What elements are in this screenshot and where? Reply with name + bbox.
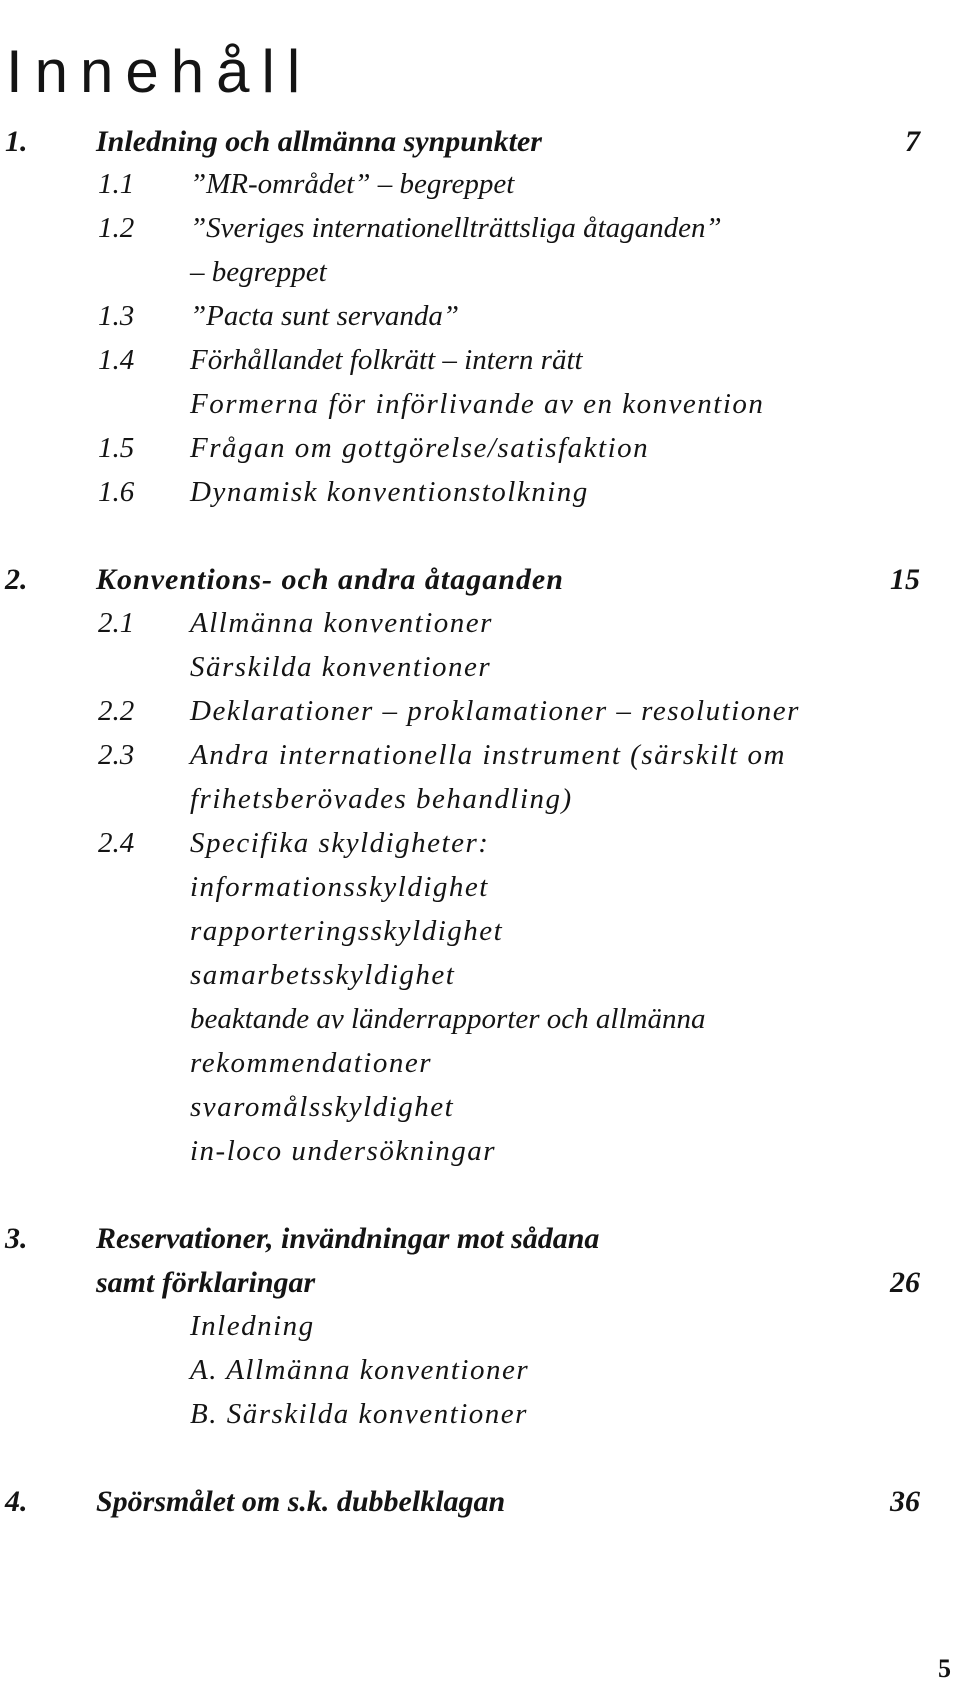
section-page-number: 36 <box>890 1485 920 1518</box>
item-text: Inledning <box>190 1310 315 1342</box>
item-number: 2.1 <box>98 607 135 639</box>
item-text: ”MR-området” – begreppet <box>190 168 515 200</box>
item-text: in-loco undersökningar <box>190 1135 497 1167</box>
item-text: Förhållandet folkrätt – intern rätt <box>190 344 583 376</box>
item-text: Deklarationer – proklamationer – resolutioner <box>190 695 800 727</box>
section-number: 4. <box>5 1485 28 1518</box>
item-text: Specifika skyldigheter: <box>190 827 490 859</box>
item-text: Andra internationella instrument (särskilt om <box>190 739 786 771</box>
item-number: 2.3 <box>98 739 135 771</box>
item-number: 1.2 <box>98 212 135 244</box>
section-title: Konventions- och andra åtaganden <box>96 563 564 596</box>
item-text: Formerna för införlivande av en konvention <box>190 388 765 420</box>
item-text: – begreppet <box>190 256 327 288</box>
item-number: 1.3 <box>98 300 135 332</box>
item-text: rekommendationer <box>190 1047 432 1079</box>
item-text: samarbetsskyldighet <box>190 959 456 991</box>
item-text: frihetsberövades behandling) <box>190 783 573 815</box>
item-text: ”Sveriges internationellträttsliga åtaganden” <box>190 212 722 244</box>
section-title: Reservationer, invändningar mot sådana <box>96 1222 600 1255</box>
item-text: beaktande av länderrapporter och allmänna <box>190 1003 706 1035</box>
section-page-number: 7 <box>905 125 920 158</box>
item-text: A. Allmänna konventioner <box>190 1354 530 1386</box>
item-number: 2.4 <box>98 827 135 859</box>
item-number: 1.5 <box>98 432 135 464</box>
section-number: 1. <box>5 125 28 158</box>
item-text: Frågan om gottgörelse/satisfaktion <box>190 432 650 464</box>
section-number: 3. <box>5 1222 28 1255</box>
item-text: ”Pacta sunt servanda” <box>190 300 460 332</box>
section-number: 2. <box>5 563 28 596</box>
item-text: B. Särskilda konventioner <box>190 1398 528 1430</box>
item-number: 1.1 <box>98 168 135 200</box>
section-page-number: 15 <box>890 563 920 596</box>
page-folio: 5 <box>938 1654 951 1683</box>
section-page-number: 26 <box>890 1266 920 1299</box>
item-text: informationsskyldighet <box>190 871 489 903</box>
item-number: 1.6 <box>98 476 135 508</box>
item-text: Dynamisk konventionstolkning <box>190 476 589 508</box>
item-number: 2.2 <box>98 695 135 727</box>
item-text: svaromålsskyldighet <box>190 1091 455 1123</box>
item-text: rapporteringsskyldighet <box>190 915 504 947</box>
section-title-continued: samt förklaringar <box>96 1266 316 1299</box>
section-title: Inledning och allmänna synpunkter <box>96 125 542 158</box>
section-title: Spörsmålet om s.k. dubbelklagan <box>96 1485 506 1518</box>
item-text: Särskilda konventioner <box>190 651 492 683</box>
item-text: Allmänna konventioner <box>190 607 493 639</box>
page-title: Innehåll <box>6 38 313 106</box>
item-number: 1.4 <box>98 344 135 376</box>
